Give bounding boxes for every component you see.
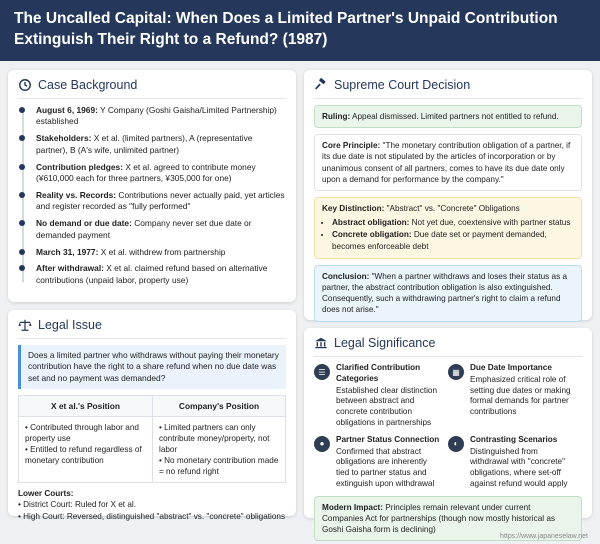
timeline-item: No demand or due date: Company never set due date or demanded payment [36, 218, 286, 241]
legal-issue-card [8, 310, 296, 521]
timeline-item: March 31, 1977: X et al. withdrew from partnership [36, 247, 286, 258]
conclusion-box: Conclusion: "When a partner withdraws and loses their status as a partner, the abstract contribution obligation is also extinguished. Consequently, such a withdrawing partner's right to claim a refund does not arise." [314, 265, 582, 322]
significance-item: ☰ Clarified Contribution Categories Established clear distinction between abstract and concrete contribution obligations in partnerships [314, 363, 448, 429]
page-header [0, 0, 600, 61]
lower-courts: Lower Courts: • District Court: Ruled for X et al. • High Court: Reversed, distinguished "abstract" vs. "concrete" obligations [18, 489, 286, 521]
significance-title: Legal Significance [334, 336, 436, 350]
timeline-item: August 6, 1969: Y Company (Goshi Gaisha/Limited Partnership) established [36, 105, 286, 128]
case-background-heading [18, 78, 286, 99]
decision-card [304, 70, 592, 320]
positions-table [18, 395, 286, 483]
calendar-icon: ▦ [448, 364, 464, 380]
legal-issue-heading [18, 318, 286, 339]
timeline-item: Reality vs. Records: Contributions never actually paid, yet articles and register recorded as "fully performed" [36, 189, 285, 212]
footer-url: https://www.japaneselaw.net [500, 533, 588, 540]
lower-court-item: • High Court: Reversed, distinguished "abstract" vs. "concrete" obligations [18, 511, 286, 521]
modern-impact-box: Modern Impact: Principles remain relevant under current Companies Act for partnerships (though now mostly historical as Goshi Gaisha form is declining) [314, 496, 582, 542]
scale-icon [18, 318, 32, 332]
significance-card [304, 328, 592, 535]
concrete-obligation: • Concrete obligation: Due date set or payment demanded, becomes enforceable debt [332, 229, 574, 251]
history-icon [18, 78, 32, 92]
page-title: The Uncalled Capital: When Does a Limited Partner's Unpaid Contribution Extinguish Their Right to a Refund? (1987) [14, 10, 558, 48]
timeline-item: Contribution pledges: X et al. agreed to contribute money (¥610,000 each for three partners, ¥305,000 for one) [36, 162, 286, 185]
list-icon: ☰ [314, 364, 330, 380]
lower-court-item: • District Court: Ruled for X et al. [18, 500, 136, 510]
core-principle-box: Core Principle: "The monetary contribution obligation of a partner, if its due date is not stipulated by the articles of incorporation or by unanimous consent of all partners, comes to have its due date only upon a demand for performance by the company." [314, 134, 582, 191]
gavel-icon [314, 78, 328, 92]
company-position-column [152, 396, 285, 482]
company-point: • Limited partners can only contribute money/property, not labor [159, 423, 270, 455]
x-position-header: X et al.'s Position [19, 396, 152, 417]
timeline [18, 105, 286, 286]
key-distinction-box: Key Distinction: "Abstract" vs. "Concrete" Obligations • Abstract obligation: Not yet due, coextensive with partner status • Concrete obligation: Due date set or payment demanded, becomes enforceable debt [314, 197, 582, 259]
user-icon: ● [314, 436, 330, 452]
issue-question: Does a limited partner who withdraws without paying their monetary contribution have the right to a share refund when no due date was set and no payment was demanded? [18, 345, 286, 389]
abstract-obligation: • Abstract obligation: Not yet due, coextensive with partner status [332, 217, 574, 228]
significance-item: ● Partner Status Connection Confirmed that abstract obligations are inherently tied to partner status and extinguish upon withdrawal [314, 435, 448, 490]
bank-icon [314, 336, 328, 350]
timeline-item: Stakeholders: X et al. (limited partners), A (representative partner), B (A's wife, unlimited partner) [36, 133, 286, 156]
company-position-header: Company's Position [153, 396, 285, 417]
x-point: • Contributed through labor and property use [25, 423, 139, 444]
x-position-column [19, 396, 152, 482]
x-point: • Entitled to refund regardless of monetary contribution [25, 445, 142, 466]
decision-title: Supreme Court Decision [334, 78, 471, 92]
case-background-title: Case Background [38, 78, 138, 92]
contrast-icon: ◐ [448, 436, 464, 452]
decision-heading [314, 78, 582, 99]
company-point: • No monetary contribution made = no refund right [159, 456, 279, 477]
legal-issue-title: Legal Issue [38, 318, 102, 332]
ruling-box: Ruling: Appeal dismissed. Limited partners not entitled to refund. [314, 105, 582, 128]
significance-heading [314, 336, 582, 357]
significance-item: ◐ Contrasting Scenarios Distinguished from withdrawal with "concrete" obligations, where set-off against refund would apply [448, 435, 582, 490]
significance-grid [314, 363, 582, 496]
case-background-card [8, 70, 296, 302]
timeline-item: After withdrawal: X et al. claimed refund based on alternative contributions (unpaid labor, property use) [36, 263, 286, 286]
significance-item: ▦ Due Date Importance Emphasized critical role of setting due dates or making formal demands for partner contributions [448, 363, 582, 429]
